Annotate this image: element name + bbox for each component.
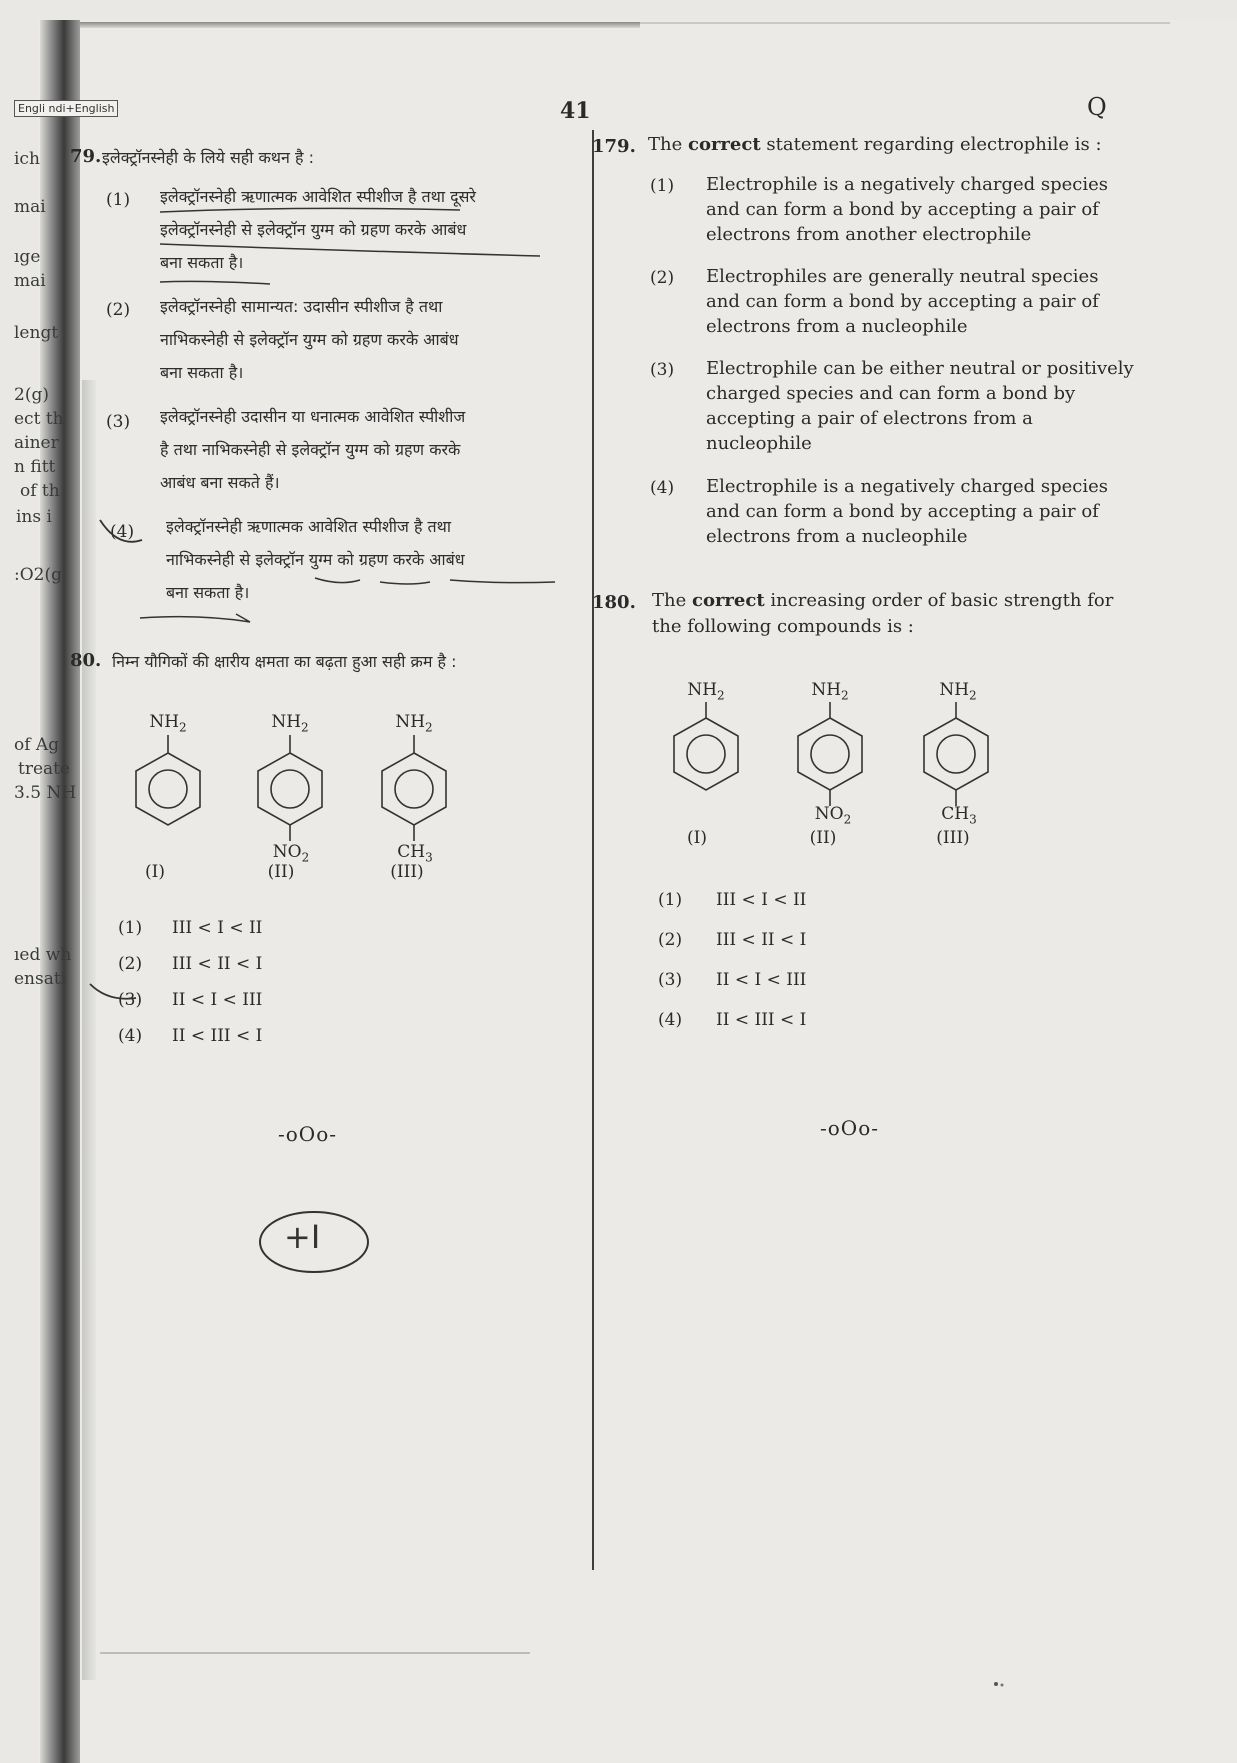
- substituent-label: $CH_3$: [941, 804, 977, 827]
- english-q179-number: 179.: [592, 136, 636, 157]
- bottom-rule: [100, 1652, 530, 1654]
- substituent-label: $NH_2$: [687, 680, 725, 703]
- english-q180-option-4: II < III < I: [716, 1010, 807, 1030]
- hindi-q180-number: 80.: [70, 650, 102, 671]
- option-line: बना सकता है।: [166, 583, 250, 602]
- english-end-mark: -oOo-: [820, 1116, 879, 1140]
- option-line: बना सकता है।: [160, 253, 244, 272]
- margin-fragment: of Ag: [14, 735, 60, 755]
- option-line: and can form a bond by accepting a pair of: [706, 501, 1099, 522]
- english-compound-2-top: [800, 680, 860, 702]
- english-q179-option-2: [706, 264, 1099, 339]
- version-code: Q: [1087, 93, 1107, 121]
- option-line: बना सकता है।: [160, 363, 244, 382]
- stem-text: The: [648, 134, 688, 155]
- option-line: इलेक्ट्रॉनस्नेही ऋणात्मक आवेशित स्पीशीज है तथा दूसरे: [160, 187, 476, 206]
- hindi-q180-option-number: (3): [118, 990, 143, 1010]
- option-line: इलेक्ट्रॉनस्नेही ऋणात्मक आवेशित स्पीशीज है तथा: [166, 517, 452, 536]
- hindi-q180-option-2: III < II < I: [172, 954, 263, 974]
- option-line: Electrophile is a negatively charged species: [706, 476, 1109, 497]
- english-q180-option-number: (3): [658, 970, 683, 990]
- handwritten-note-circle: [256, 1204, 386, 1284]
- handwritten-note: +I: [284, 1218, 321, 1256]
- margin-fragment: of th: [20, 481, 60, 501]
- margin-fragment: treate: [18, 759, 71, 779]
- hindi-q179-stem: इलेक्ट्रॉनस्नेही के लिये सही कथन है :: [102, 148, 314, 167]
- hindi-q179-option-number: (4): [110, 522, 135, 542]
- english-q180-option-3: II < I < III: [716, 970, 807, 990]
- margin-fragment: mai: [14, 271, 46, 291]
- english-q180-number: 180.: [592, 592, 636, 613]
- hindi-q179-number: 79.: [70, 146, 102, 167]
- english-q179-option-1: [706, 172, 1108, 247]
- hindi-q180-option-4: II < III < I: [172, 1026, 263, 1046]
- margin-fragment: ainer: [14, 433, 59, 453]
- margin-fragment: ıge: [14, 247, 41, 267]
- option-line: nucleophile: [706, 433, 812, 454]
- english-q179-option-number: (4): [650, 478, 675, 498]
- margin-fragment: n fitt: [14, 457, 56, 477]
- option-line: electrons from a nucleophile: [706, 526, 968, 547]
- hindi-q180-option-1: III < I < II: [172, 918, 263, 938]
- hindi-compound-3-top: [384, 712, 444, 734]
- english-q180-option-number: (2): [658, 930, 683, 950]
- stem-line-2: the following compounds is :: [652, 616, 914, 637]
- hindi-q179-option-number: (2): [106, 300, 131, 320]
- hindi-compound-2-label: (II): [267, 862, 295, 882]
- english-compound-3-top: [928, 680, 988, 702]
- option-line: Electrophile is a negatively charged species: [706, 174, 1109, 195]
- hindi-q180-option-number: (4): [118, 1026, 143, 1046]
- option-line: and can form a bond by accepting a pair of: [706, 199, 1099, 220]
- option-line: electrons from another electrophile: [706, 224, 1032, 245]
- top-edge-line: [640, 22, 1170, 24]
- stem-text: increasing order of basic strength for: [764, 590, 1114, 611]
- option-line: है तथा नाभिकस्नेही से इलेक्ट्रॉन युग्म को ग्रहण करके: [160, 440, 461, 459]
- answer-tick-mark: [88, 980, 148, 1020]
- margin-fragment: mai: [14, 197, 46, 217]
- margin-fragment: 2(g): [14, 385, 49, 405]
- paper-speck: [990, 1676, 1020, 1696]
- hindi-compound-1-top: [138, 712, 198, 734]
- benzene-ring-icon: [382, 735, 446, 841]
- english-q180-option-1: III < I < II: [716, 890, 807, 910]
- option-line: accepting a pair of electrons from a: [706, 408, 1033, 429]
- hindi-q180-option-number: (2): [118, 954, 143, 974]
- pen-annotations: [0, 0, 600, 700]
- stem-emphasis: correct: [687, 134, 761, 155]
- margin-fragment: 3.5 NH: [14, 783, 77, 803]
- english-q179-option-number: (1): [650, 176, 675, 196]
- stem-line-1: [652, 588, 1113, 614]
- option-line: and can form a bond by accepting a pair of: [706, 291, 1099, 312]
- substituent-label: $CH_3$: [397, 842, 433, 865]
- option-line: आबंध बना सकते हैं।: [160, 473, 280, 492]
- option-line: इलेक्ट्रॉनस्नेही से इलेक्ट्रॉन युग्म को ग्रहण करके आबंध: [160, 220, 467, 239]
- benzene-ring-icon: [798, 702, 862, 806]
- option-line: नाभिकस्नेही से इलेक्ट्रॉन युग्म को ग्रहण करके आबंध: [160, 330, 459, 349]
- benzene-ring-icon: [674, 702, 738, 790]
- margin-fragment: ich: [14, 149, 40, 169]
- margin-fragment: lengt: [14, 323, 59, 343]
- english-q179-option-number: (3): [650, 360, 675, 380]
- substituent-label: $NH_2$: [149, 712, 187, 735]
- stem-emphasis: correct: [691, 590, 765, 611]
- margin-fragment: ins i: [16, 507, 52, 527]
- english-compound-2-bottom: [798, 804, 868, 826]
- option-line: नाभिकस्नेही से इलेक्ट्रॉन युग्म को ग्रहण करके आबंध: [166, 550, 465, 569]
- margin-fragment: :O2(g: [14, 565, 62, 585]
- hindi-q180-option-3: II < I < III: [172, 990, 263, 1010]
- english-q179-option-3: [706, 356, 1134, 456]
- option-line: इलेक्ट्रॉनस्नेही सामान्यत: उदासीन स्पीशीज है तथा: [160, 297, 443, 316]
- english-q179-option-4: [706, 474, 1108, 549]
- english-compound-3-bottom: [924, 804, 994, 826]
- english-q179-option-number: (2): [650, 268, 675, 288]
- hindi-end-mark: -oOo-: [278, 1122, 337, 1146]
- page-number: 41: [560, 98, 591, 124]
- hindi-compound-1-label: (I): [145, 862, 165, 882]
- english-q179-stem: [648, 132, 1102, 158]
- substituent-label: $NO_2$: [272, 842, 310, 865]
- hindi-compound-3-label: (III): [390, 862, 424, 882]
- hindi-q179-option-number: (1): [106, 190, 131, 210]
- hindi-q180-option-number: (1): [118, 918, 143, 938]
- substituent-label: $NH_2$: [395, 712, 433, 735]
- english-compound-1-label: (I): [687, 828, 707, 848]
- english-q180-option-2: III < II < I: [716, 930, 807, 950]
- english-compound-2-label: (II): [809, 828, 837, 848]
- english-q180-stem: [652, 588, 1113, 640]
- stem-text: statement regarding electrophile is :: [760, 134, 1102, 155]
- substituent-label: $NH_2$: [271, 712, 309, 735]
- english-compound-1-top: [676, 680, 736, 702]
- option-line: Electrophile can be either neutral or positively: [706, 358, 1134, 379]
- margin-fragment: ıed wh: [14, 945, 72, 965]
- substituent-label: $NH_2$: [939, 680, 977, 703]
- benzene-ring-icon: [924, 702, 988, 806]
- option-line: charged species and can form a bond by: [706, 383, 1076, 404]
- hindi-q179-option-number: (3): [106, 412, 131, 432]
- margin-fragment: ensati: [14, 969, 67, 989]
- english-q180-option-number: (4): [658, 1010, 683, 1030]
- margin-fragment: ect th: [14, 409, 64, 429]
- english-q180-option-number: (1): [658, 890, 683, 910]
- stem-text: The: [652, 590, 692, 611]
- option-line: Electrophiles are generally neutral species: [706, 266, 1099, 287]
- english-compound-3-label: (III): [936, 828, 970, 848]
- benzene-ring-icon: [136, 735, 200, 825]
- substituent-label: $NH_2$: [811, 680, 849, 703]
- option-line: electrons from a nucleophile: [706, 316, 968, 337]
- hindi-q180-stem: निम्न यौगिकों की क्षारीय क्षमता का बढ़ता हुआ सही क्रम है :: [112, 652, 457, 671]
- option-line: इलेक्ट्रॉनस्नेही उदासीन या धनात्मक आवेशित स्पीशीज: [160, 407, 466, 426]
- benzene-ring-icon: [258, 735, 322, 841]
- substituent-label: $NO_2$: [814, 804, 852, 827]
- language-badge: Engli ndi+English: [14, 100, 118, 117]
- hindi-compound-2-top: [260, 712, 320, 734]
